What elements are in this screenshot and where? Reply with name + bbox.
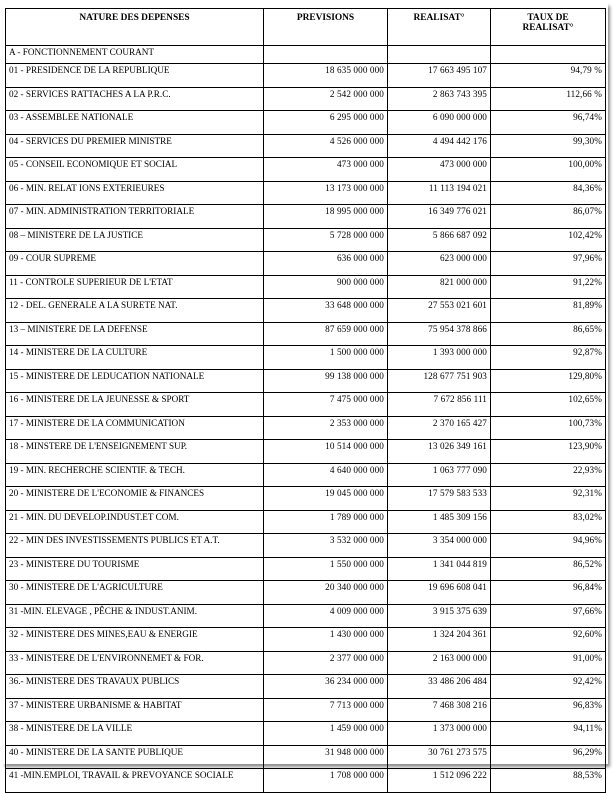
row-previsions: 33 648 000 000: [264, 299, 388, 323]
row-label: 22 - MIN DES INVESTISSEMENTS PUBLICS ET A.T.: [6, 534, 264, 558]
row-label: 06 - MIN. RELAT IONS EXTERIEURES: [6, 181, 264, 205]
table-row: [6, 722, 606, 746]
table-row: [6, 322, 606, 346]
row-taux: 92,87%: [491, 346, 606, 370]
row-realisat: 1 393 000 000: [388, 346, 491, 370]
row-label: 09 - COUR SUPREME: [6, 252, 264, 276]
row-label: 13 – MINISTERE DE LA DEFENSE: [6, 322, 264, 346]
table-row: [6, 134, 606, 158]
row-label: 16 - MINISTERE DE LA JEUNESSE & SPORT: [6, 393, 264, 417]
row-previsions: 6 295 000 000: [264, 111, 388, 135]
table-row: [6, 181, 606, 205]
row-label: 41 -MIN.EMPLOI, TRAVAIL & PREVOYANCE SOCIALE: [6, 769, 264, 793]
row-taux: 129,80%: [491, 369, 606, 393]
row-realisat: 473 000 000: [388, 158, 491, 182]
row-realisat: 1 063 777 090: [388, 463, 491, 487]
table-row: [6, 463, 606, 487]
row-taux: 81,89%: [491, 299, 606, 323]
row-realisat: 2 863 743 395: [388, 87, 491, 111]
row-taux: 86,52%: [491, 557, 606, 581]
table-row: [6, 651, 606, 675]
row-taux: 22,93%: [491, 463, 606, 487]
row-taux: 112,66 %: [491, 87, 606, 111]
row-realisat: 3 354 000 000: [388, 534, 491, 558]
section-empty-cell: [491, 46, 606, 64]
row-taux: 96,29%: [491, 745, 606, 769]
row-previsions: 1 430 000 000: [264, 628, 388, 652]
row-previsions: 1 708 000 000: [264, 769, 388, 793]
row-realisat: 16 349 776 021: [388, 205, 491, 229]
header-previsions: PREVISIONS: [264, 9, 388, 46]
table-row: [6, 534, 606, 558]
row-taux: 100,73%: [491, 416, 606, 440]
row-realisat: 75 954 378 866: [388, 322, 491, 346]
row-label: 40 - MINISTERE DE LA SANTE PUBLIQUE: [6, 745, 264, 769]
row-taux: 96,83%: [491, 698, 606, 722]
row-previsions: 87 659 000 000: [264, 322, 388, 346]
row-previsions: 900 000 000: [264, 275, 388, 299]
table-row: [6, 158, 606, 182]
row-taux: 100,00%: [491, 158, 606, 182]
table-row: [6, 581, 606, 605]
budget-table: [5, 8, 606, 793]
table-row: [6, 487, 606, 511]
row-previsions: 31 948 000 000: [264, 745, 388, 769]
row-previsions: 99 138 000 000: [264, 369, 388, 393]
row-realisat: 1 373 000 000: [388, 722, 491, 746]
row-previsions: 1 500 000 000: [264, 346, 388, 370]
row-realisat: 17 663 495 107: [388, 64, 491, 88]
table-header-row: [6, 9, 606, 46]
row-taux: 96,74%: [491, 111, 606, 135]
row-previsions: 1 789 000 000: [264, 510, 388, 534]
header-realisat: REALISAT°: [388, 9, 491, 46]
row-label: 31 -MIN. ELEVAGE , PÊCHE & INDUST.ANIM.: [6, 604, 264, 628]
table-row: [6, 252, 606, 276]
row-label: 05 - CONSEIL ECONOMIQUE ET SOCIAL: [6, 158, 264, 182]
row-taux: 92,31%: [491, 487, 606, 511]
row-previsions: 1 459 000 000: [264, 722, 388, 746]
row-realisat: 17 579 583 533: [388, 487, 491, 511]
row-realisat: 2 370 165 427: [388, 416, 491, 440]
row-taux: 92,60%: [491, 628, 606, 652]
header-taux: [491, 9, 606, 46]
row-realisat: 2 163 000 000: [388, 651, 491, 675]
row-label: 08 – MINISTERE DE LA JUSTICE: [6, 228, 264, 252]
row-previsions: 473 000 000: [264, 158, 388, 182]
header-taux-line2: REALISAT°: [522, 23, 574, 33]
row-realisat: 5 866 687 092: [388, 228, 491, 252]
table-row: [6, 64, 606, 88]
table-row: [6, 440, 606, 464]
table-row: [6, 111, 606, 135]
row-label: 23 - MINISTERE DU TOURISME: [6, 557, 264, 581]
row-realisat: 4 494 442 176: [388, 134, 491, 158]
row-label: 01 - PRESIDENCE DE LA REPUBLIQUE: [6, 64, 264, 88]
row-label: 38 - MINISTERE DE LA VILLE: [6, 722, 264, 746]
row-taux: 94,96%: [491, 534, 606, 558]
table-row: [6, 205, 606, 229]
table-row: [6, 628, 606, 652]
row-realisat: 7 468 308 216: [388, 698, 491, 722]
row-taux: 92,42%: [491, 675, 606, 699]
row-realisat: 1 485 309 156: [388, 510, 491, 534]
table-row: [6, 745, 606, 769]
row-previsions: 36 234 000 000: [264, 675, 388, 699]
row-label: 04 - SERVICES DU PREMIER MINISTRE: [6, 134, 264, 158]
table-row: [6, 698, 606, 722]
table-row: [6, 769, 606, 793]
section-empty-cell: [264, 46, 388, 64]
row-taux: 84,36%: [491, 181, 606, 205]
row-previsions: 636 000 000: [264, 252, 388, 276]
row-previsions: 5 728 000 000: [264, 228, 388, 252]
row-previsions: 7 713 000 000: [264, 698, 388, 722]
table-row: [6, 369, 606, 393]
table-row: [6, 416, 606, 440]
row-label: 02 - SERVICES RATTACHES A LA P.R.C.: [6, 87, 264, 111]
table-row: [6, 675, 606, 699]
row-realisat: 6 090 000 000: [388, 111, 491, 135]
row-previsions: 2 353 000 000: [264, 416, 388, 440]
row-taux: 123,90%: [491, 440, 606, 464]
row-previsions: 4 009 000 000: [264, 604, 388, 628]
row-realisat: 3 915 375 639: [388, 604, 491, 628]
row-realisat: 821 000 000: [388, 275, 491, 299]
table-row: [6, 604, 606, 628]
table-row: [6, 393, 606, 417]
row-taux: 97,96%: [491, 252, 606, 276]
row-label: 19 - MIN. RECHERCHE SCIENTIF. & TECH.: [6, 463, 264, 487]
table-row: [6, 275, 606, 299]
row-label: 32 - MINISTERE DES MINES,EAU & ENERGIE: [6, 628, 264, 652]
row-realisat: 33 486 206 484: [388, 675, 491, 699]
row-realisat: 13 026 349 161: [388, 440, 491, 464]
header-taux-line1: TAUX DE: [527, 13, 569, 23]
row-previsions: 1 550 000 000: [264, 557, 388, 581]
row-label: 21 - MIN. DU DEVELOP.INDUST.ET COM.: [6, 510, 264, 534]
row-label: 33 - MINISTERE DE L'ENVIRONNEMET & FOR.: [6, 651, 264, 675]
row-realisat: 128 677 751 903: [388, 369, 491, 393]
row-label: 14 - MINISTERE DE LA CULTURE: [6, 346, 264, 370]
row-taux: 94,79 %: [491, 64, 606, 88]
row-previsions: 10 514 000 000: [264, 440, 388, 464]
row-taux: 91,22%: [491, 275, 606, 299]
row-label: 11 - CONTROLE SUPERIEUR DE L'ETAT: [6, 275, 264, 299]
row-taux: 88,53%: [491, 769, 606, 793]
row-realisat: 1 341 044 819: [388, 557, 491, 581]
row-label: 07 - MIN. ADMINISTRATION TERRITORIALE: [6, 205, 264, 229]
row-previsions: 4 526 000 000: [264, 134, 388, 158]
row-previsions: 3 532 000 000: [264, 534, 388, 558]
row-realisat: 7 672 856 111: [388, 393, 491, 417]
row-previsions: 2 542 000 000: [264, 87, 388, 111]
row-label: 18 - MINSTERE DE L'ENSEIGNEMENT SUP.: [6, 440, 264, 464]
section-row: [6, 46, 606, 64]
row-taux: 91,00%: [491, 651, 606, 675]
row-taux: 96,84%: [491, 581, 606, 605]
table-row: [6, 557, 606, 581]
table-row: [6, 228, 606, 252]
row-realisat: 1 324 204 361: [388, 628, 491, 652]
row-realisat: 1 512 096 222: [388, 769, 491, 793]
row-previsions: 2 377 000 000: [264, 651, 388, 675]
row-realisat: 623 000 000: [388, 252, 491, 276]
row-previsions: 18 995 000 000: [264, 205, 388, 229]
row-taux: 86,65%: [491, 322, 606, 346]
row-taux: 97,66%: [491, 604, 606, 628]
row-previsions: 19 045 000 000: [264, 487, 388, 511]
row-label: 03 - ASSEMBLEE NATIONALE: [6, 111, 264, 135]
row-previsions: 13 173 000 000: [264, 181, 388, 205]
header-nature: NATURE DES DEPENSES: [6, 9, 264, 46]
row-taux: 83,02%: [491, 510, 606, 534]
row-realisat: 27 553 021 601: [388, 299, 491, 323]
table-row: [6, 299, 606, 323]
row-previsions: 18 635 000 000: [264, 64, 388, 88]
row-previsions: 7 475 000 000: [264, 393, 388, 417]
row-label: 20 - MINISTERE DE L'ECONOMIE & FINANCES: [6, 487, 264, 511]
row-label: 17 - MINISTERE DE LA COMMUNICATION: [6, 416, 264, 440]
table-row: [6, 346, 606, 370]
row-realisat: 19 696 608 041: [388, 581, 491, 605]
row-taux: 102,42%: [491, 228, 606, 252]
row-previsions: 20 340 000 000: [264, 581, 388, 605]
table-row: [6, 87, 606, 111]
row-label: 15 - MINISTERE DE LEDUCATION NATIONALE: [6, 369, 264, 393]
row-label: 37 - MINISTERE URBANISME & HABITAT: [6, 698, 264, 722]
row-label: 12 - DEL. GENERALE A LA SURETE NAT.: [6, 299, 264, 323]
row-previsions: 4 640 000 000: [264, 463, 388, 487]
row-taux: 94,11%: [491, 722, 606, 746]
table-row: [6, 510, 606, 534]
row-label: 36.- MINISTERE DES TRAVAUX PUBLICS: [6, 675, 264, 699]
row-taux: 102,65%: [491, 393, 606, 417]
row-realisat: 11 113 194 021: [388, 181, 491, 205]
row-taux: 86,07%: [491, 205, 606, 229]
section-title: A - FONCTIONNEMENT COURANT: [6, 46, 264, 64]
row-taux: 99,30%: [491, 134, 606, 158]
row-realisat: 30 761 273 575: [388, 745, 491, 769]
document-page: [3, 3, 608, 780]
row-label: 30 - MINISTERE DE L'AGRICULTURE: [6, 581, 264, 605]
section-empty-cell: [388, 46, 491, 64]
